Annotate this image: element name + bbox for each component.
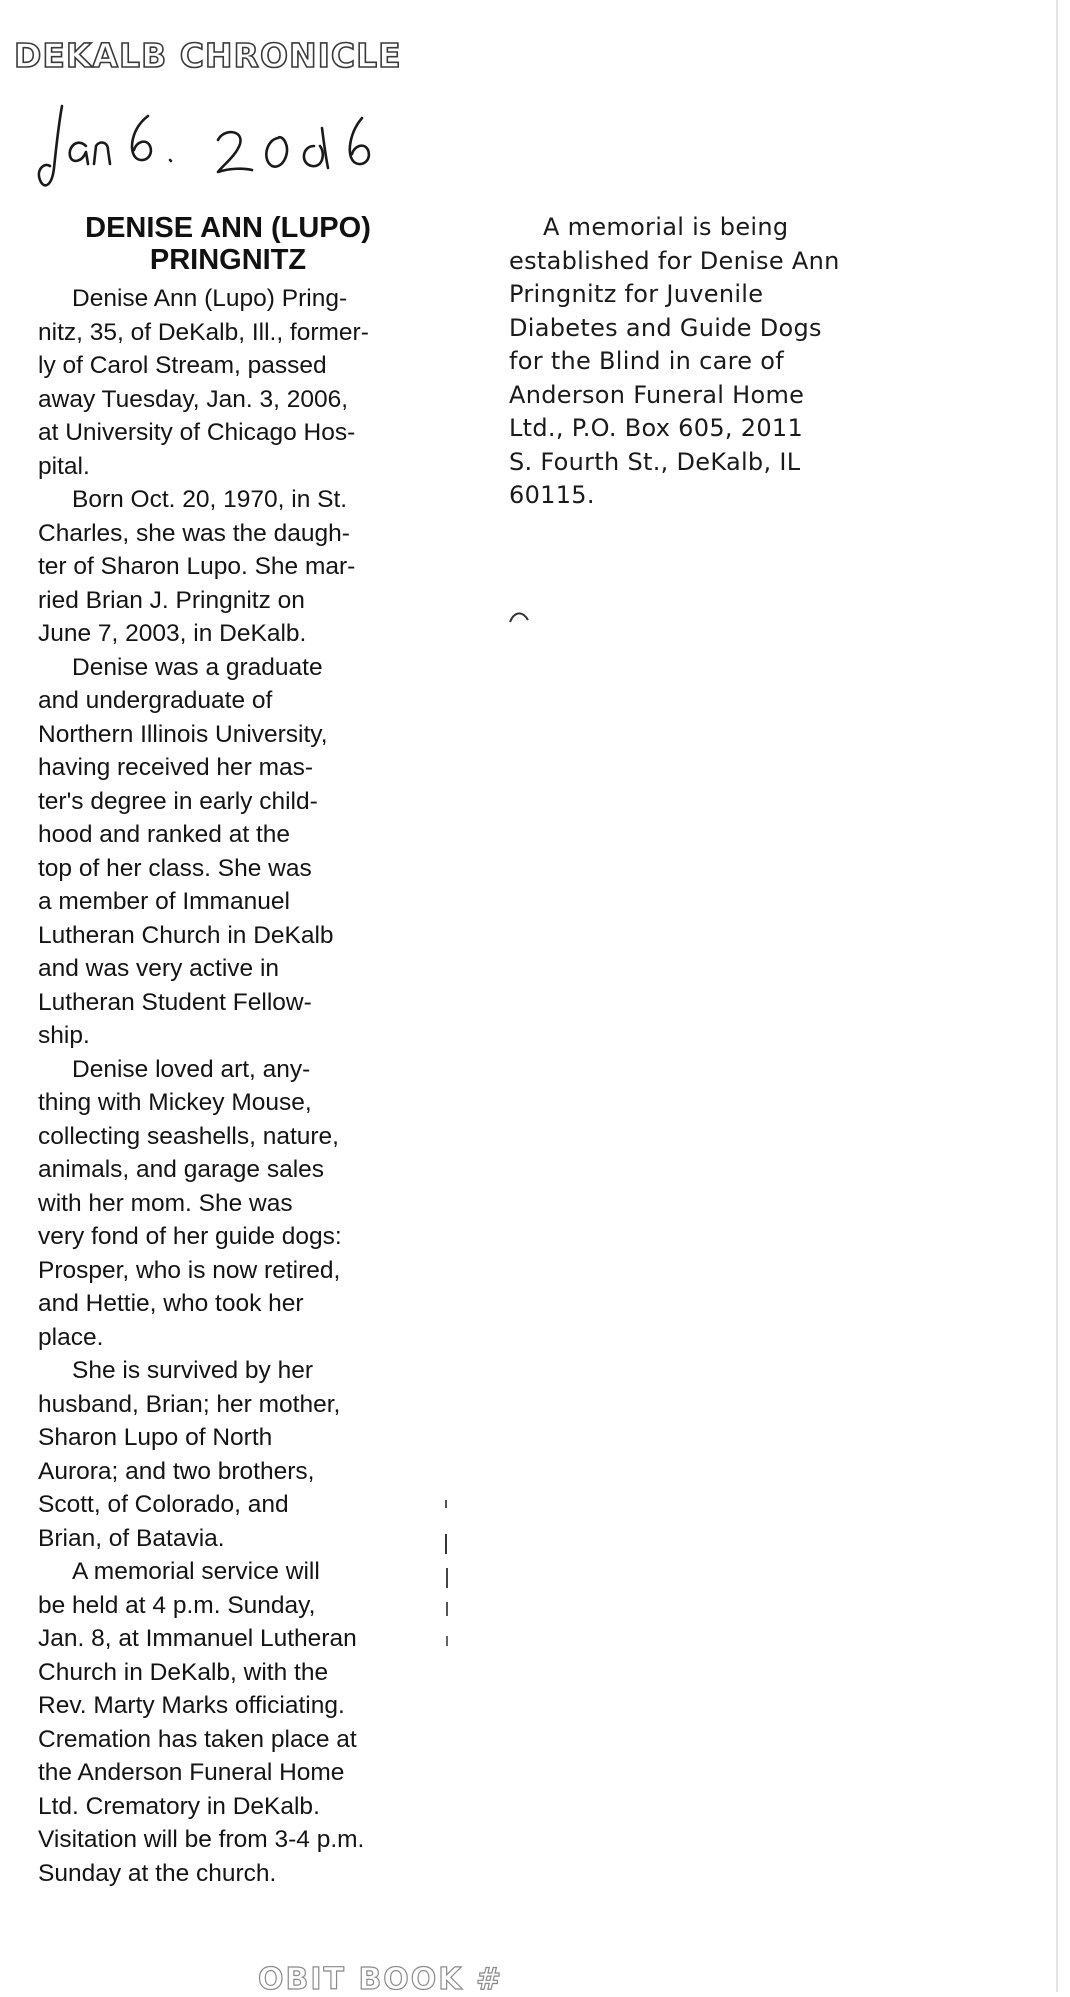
text-line: collecting seashells, nature, xyxy=(38,1122,339,1150)
text-line: the Anderson Funeral Home xyxy=(38,1759,345,1786)
text-line: having received her mas- xyxy=(38,754,314,781)
text-line: Northern Illinois University, xyxy=(38,720,328,748)
text-line: established for Denise Ann xyxy=(509,246,840,275)
obituary-paragraph xyxy=(38,1555,418,1890)
headline-line: DENISE ANN (LUPO) xyxy=(85,212,371,244)
text-line: Lutheran Student Fellow- xyxy=(38,988,312,1016)
text-line: Denise Ann (Lupo) Pring- xyxy=(72,285,348,312)
text-line: Anderson Funeral Home xyxy=(509,380,805,409)
obituary-paragraph xyxy=(38,651,418,1053)
text-line: Denise was a graduate xyxy=(72,653,323,681)
obituary-paragraph xyxy=(38,282,418,483)
text-line: Aurora; and two brothers, xyxy=(38,1457,315,1485)
text-line: A memorial service will xyxy=(72,1558,320,1585)
obituary-headline xyxy=(38,212,418,276)
text-line: S. Fourth St., DeKalb, IL xyxy=(509,447,801,476)
text-line: and Hettie, who took her xyxy=(38,1290,304,1317)
text-line: animals, and garage sales xyxy=(38,1156,325,1183)
text-line: Church in DeKalb, with the xyxy=(38,1658,329,1686)
memorial-right-column xyxy=(509,211,929,513)
text-line: Visitation will be from 3-4 p.m. xyxy=(38,1826,365,1853)
text-line: Brian, of Batavia. xyxy=(38,1524,225,1552)
text-line: Cremation has taken place at xyxy=(38,1725,357,1753)
text-line: Sunday at the church. xyxy=(38,1859,277,1887)
text-line: pital. xyxy=(38,452,90,480)
text-line: thing with Mickey Mouse, xyxy=(38,1089,312,1116)
text-line: hood and ranked at the xyxy=(38,821,291,848)
obituary-paragraph xyxy=(38,1053,418,1355)
text-line: and was very active in xyxy=(38,955,280,982)
text-line: place. xyxy=(38,1323,104,1351)
text-line: at University of Chicago Hos- xyxy=(38,419,356,446)
text-line: 60115. xyxy=(509,481,595,509)
obituary-paragraph xyxy=(38,1354,418,1555)
text-line: ried Brian J. Pringnitz on xyxy=(38,586,305,614)
text-line: ship. xyxy=(38,1022,90,1049)
stray-scan-mark xyxy=(445,1500,451,1650)
text-line: ter's degree in early child- xyxy=(38,787,318,815)
text-line: Pringnitz for Juvenile xyxy=(509,280,764,308)
text-line: with her mom. She was xyxy=(38,1189,293,1217)
text-line: June 7, 2003, in DeKalb. xyxy=(38,620,307,647)
text-line: husband, Brian; her mother, xyxy=(38,1390,341,1418)
text-line: Denise loved art, any- xyxy=(72,1055,311,1083)
text-line: away Tuesday, Jan. 3, 2006, xyxy=(38,385,349,413)
text-line: Prosper, who is now retired, xyxy=(38,1256,341,1284)
newspaper-masthead: DEKALB CHRONICLE xyxy=(14,36,402,75)
text-line: be held at 4 p.m. Sunday, xyxy=(38,1591,316,1619)
obit-book-stamp: OBIT BOOK # xyxy=(258,1962,504,1997)
text-line: Lutheran Church in DeKalb xyxy=(38,921,334,949)
text-line: Charles, she was the daugh- xyxy=(38,519,350,547)
headline-line: PRINGNITZ xyxy=(149,244,307,276)
text-line: Ltd. Crematory in DeKalb. xyxy=(38,1792,320,1820)
stray-scan-mark xyxy=(508,610,532,624)
text-line: Scott, of Colorado, and xyxy=(38,1491,289,1518)
text-line: Diabetes and Guide Dogs xyxy=(509,313,822,342)
handwritten-date xyxy=(0,88,400,198)
text-line: ly of Carol Stream, passed xyxy=(38,352,327,379)
text-line: Rev. Marty Marks officiating. xyxy=(38,1692,345,1719)
obituary-paragraph xyxy=(38,483,418,651)
text-line: A memorial is being xyxy=(543,213,789,241)
text-line: She is survived by her xyxy=(72,1357,314,1384)
scan-edge-line xyxy=(1056,0,1058,1992)
text-line: Sharon Lupo of North xyxy=(38,1424,273,1451)
text-line: nitz, 35, of DeKalb, Ill., former- xyxy=(38,318,369,346)
text-line: Born Oct. 20, 1970, in St. xyxy=(72,486,348,513)
text-line: top of her class. She was xyxy=(38,854,312,882)
text-line: very fond of her guide dogs: xyxy=(38,1223,342,1250)
text-line: Ltd., P.O. Box 605, 2011 xyxy=(509,414,804,442)
text-line: Jan. 8, at Immanuel Lutheran xyxy=(38,1625,357,1652)
text-line: and undergraduate of xyxy=(38,687,273,714)
obituary-left-column xyxy=(38,212,418,1890)
text-line: ter of Sharon Lupo. She mar- xyxy=(38,553,356,580)
text-line: for the Blind in care of xyxy=(509,347,784,375)
text-line: a member of Immanuel xyxy=(38,888,290,915)
